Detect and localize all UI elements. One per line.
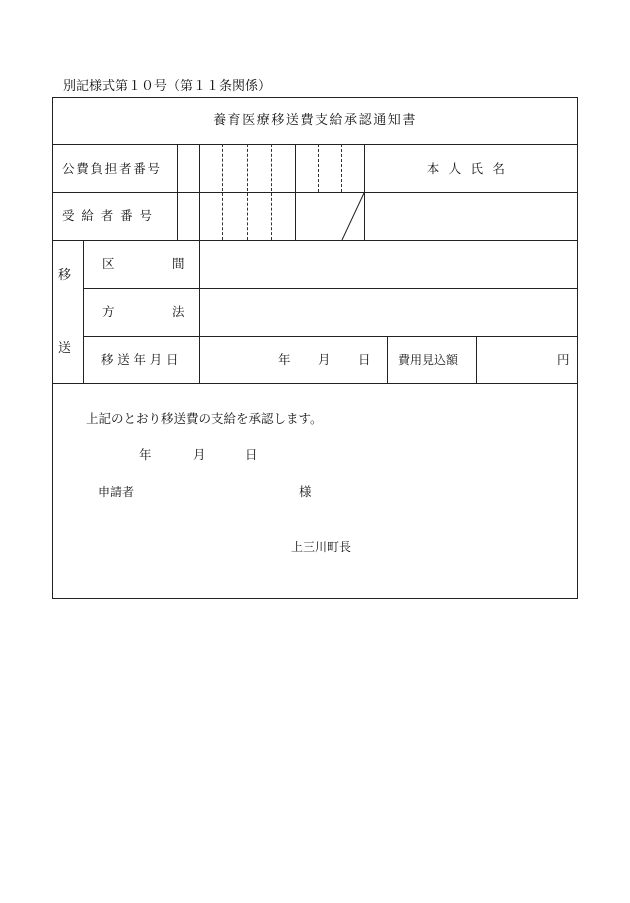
- applicant-name-field[interactable]: [145, 478, 290, 502]
- transport-date-day: 日: [358, 352, 371, 367]
- approval-statement: 上記のとおり移送費の支給を承認します。: [86, 411, 323, 426]
- method-field[interactable]: [200, 289, 577, 336]
- transport-date-label: 移送年月日: [101, 352, 183, 367]
- cost-estimate-label: 費用見込額: [398, 353, 459, 367]
- transport-date-month: 月: [318, 352, 331, 367]
- cost-estimate-field[interactable]: [477, 337, 555, 383]
- method-label-b: 法: [172, 304, 185, 319]
- notice-date-year: 年: [139, 447, 152, 462]
- cost-unit: 円: [557, 352, 570, 367]
- form-border-left: [52, 97, 53, 599]
- notice-date-day: 日: [245, 447, 258, 462]
- honorific: 様: [299, 484, 312, 499]
- form-number-label: 別記様式第１０号（第１１条関係）: [63, 79, 272, 94]
- form-border-top: [52, 97, 578, 98]
- transport-side-label-bottom: 送: [58, 341, 72, 356]
- transport-side-divider: [83, 240, 84, 383]
- section-label-a: 区: [102, 256, 115, 271]
- method-label-a: 方: [102, 304, 115, 319]
- form-title: 養育医療移送費支給承認通知書: [213, 113, 417, 128]
- person-name-field[interactable]: [365, 193, 577, 240]
- section-field[interactable]: [200, 241, 577, 288]
- transport-side-label-top: 移: [58, 268, 72, 283]
- transport-date-year: 年: [278, 352, 291, 367]
- row-divider: [52, 383, 578, 384]
- public-payer-number-label: 公費負担者番号: [62, 161, 162, 176]
- notice-date-month: 月: [193, 447, 206, 462]
- person-name-label: 本人氏名: [426, 161, 515, 176]
- issuer-name: 上三川町長: [291, 540, 352, 554]
- public-payer-number-field[interactable]: [200, 145, 364, 192]
- form-border-bottom: [52, 598, 578, 599]
- cell-divider: [177, 144, 178, 240]
- applicant-label: 申請者: [98, 485, 135, 499]
- cost-divider: [387, 336, 388, 383]
- recipient-number-field[interactable]: [200, 193, 364, 240]
- section-label-b: 間: [172, 256, 185, 271]
- form-border-right: [577, 97, 578, 599]
- recipient-number-label: 受給者番号: [62, 208, 159, 223]
